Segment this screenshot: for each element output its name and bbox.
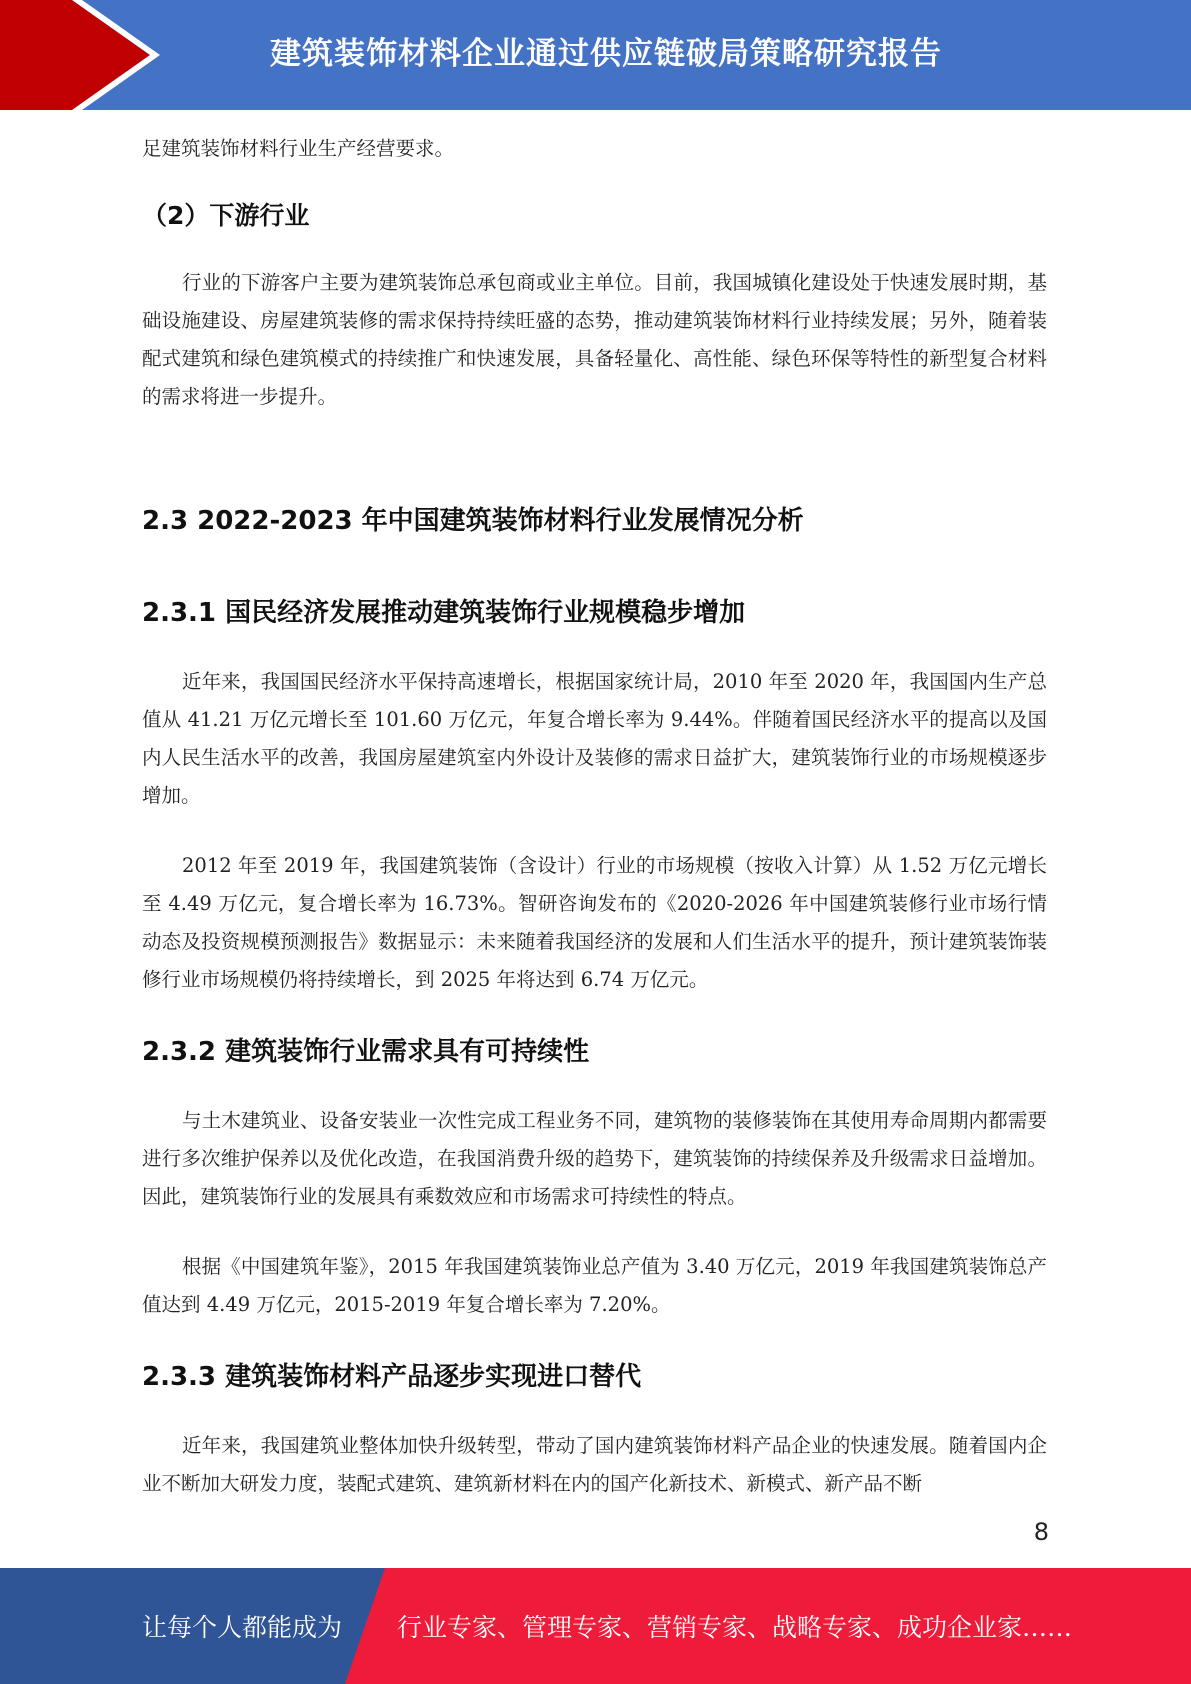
section-heading-2-3-2: 2.3.2 建筑装饰行业需求具有可持续性 bbox=[142, 1037, 590, 1067]
paragraph-market-size: 2012 年至 2019 年，我国建筑装饰（含设计）行业的市场规模（按收入计算）从 1.52 万亿元增长至 4.49 万亿元，复合增长率为 16.73%。智研咨询发布的《2020-2026 年中国建筑装修行业市场行情动态及投资规模预测报告》数据显示：未来随着我国经济的发展和人们生活水平的提升，预计建筑装饰装修行业市场规模仍将持续增长，到 2025 年将达到 6.74 万亿元。 bbox=[142, 854, 1047, 991]
paragraph-sustainable-demand: 与土木建筑业、设备安装业一次性完成工程业务不同，建筑物的装修装饰在其使用寿命周期内都需要进行多次维护保养以及优化改造，在我国消费升级的趋势下，建筑装饰的持续保养及升级需求日益增加。因此，建筑装饰行业的发展具有乘数效应和市场需求可持续性的特点。 bbox=[142, 1109, 1047, 1208]
header-arrow-decoration bbox=[0, 0, 160, 110]
page-header bbox=[0, 0, 1191, 110]
heading-downstream-industry: （2）下游行业 bbox=[142, 201, 310, 230]
report-title: 建筑装饰材料企业通过供应链破局策略研究报告 bbox=[270, 36, 942, 72]
paragraph-import-substitution: 近年来，我国建筑业整体加快升级转型，带动了国内建筑装饰材料产品企业的快速发展。随着国内企业不断加大研发力度，装配式建筑、建筑新材料在内的国产化新技术、新模式、新产品不断 bbox=[142, 1434, 1047, 1495]
section-heading-2-3: 2.3 2022-2023 年中国建筑装饰材料行业发展情况分析 bbox=[142, 506, 804, 536]
page-number: 8 bbox=[1033, 1518, 1049, 1546]
paragraph-gdp-growth: 近年来，我国国民经济水平保持高速增长，根据国家统计局，2010 年至 2020 年，我国国内生产总值从 41.21 万亿元增长至 101.60 万亿元，年复合增长率为 9.44%。伴随着国民经济水平的提高以及国内人民生活水平的改善，我国房屋建筑室内外设计及装修的需求日益扩大，建筑装饰行业的市场规模逐步增加。 bbox=[142, 670, 1047, 807]
paragraph-continued: 足建筑装饰材料行业生产经营要求。 bbox=[142, 137, 455, 160]
footer-slogan-left: 让每个人都能成为 bbox=[142, 1613, 343, 1642]
paragraph-output-value: 根据《中国建筑年鉴》，2015 年我国建筑装饰业总产值为 3.40 万亿元，2019 年我国建筑装饰总产值达到 4.49 万亿元，2015-2019 年复合增长率为 7.20%。 bbox=[142, 1255, 1047, 1316]
footer-slogan-right: 行业专家、管理专家、营销专家、战略专家、成功企业家…… bbox=[397, 1613, 1073, 1642]
paragraph-downstream: 行业的下游客户主要为建筑装饰总承包商或业主单位。目前，我国城镇化建设处于快速发展时期，基础设施建设、房屋建筑装修的需求保持持续旺盛的态势，推动建筑装饰材料行业持续发展；另外，随着装配式建筑和绿色建筑模式的持续推广和快速发展，具备轻量化、高性能、绿色环保等特性的新型复合材料的需求将进一步提升。 bbox=[142, 271, 1047, 408]
page-footer bbox=[0, 1568, 1191, 1684]
section-heading-2-3-1: 2.3.1 国民经济发展推动建筑装饰行业规模稳步增加 bbox=[142, 598, 746, 628]
section-heading-2-3-3: 2.3.3 建筑装饰材料产品逐步实现进口替代 bbox=[142, 1362, 642, 1392]
page-content bbox=[142, 130, 1047, 1503]
